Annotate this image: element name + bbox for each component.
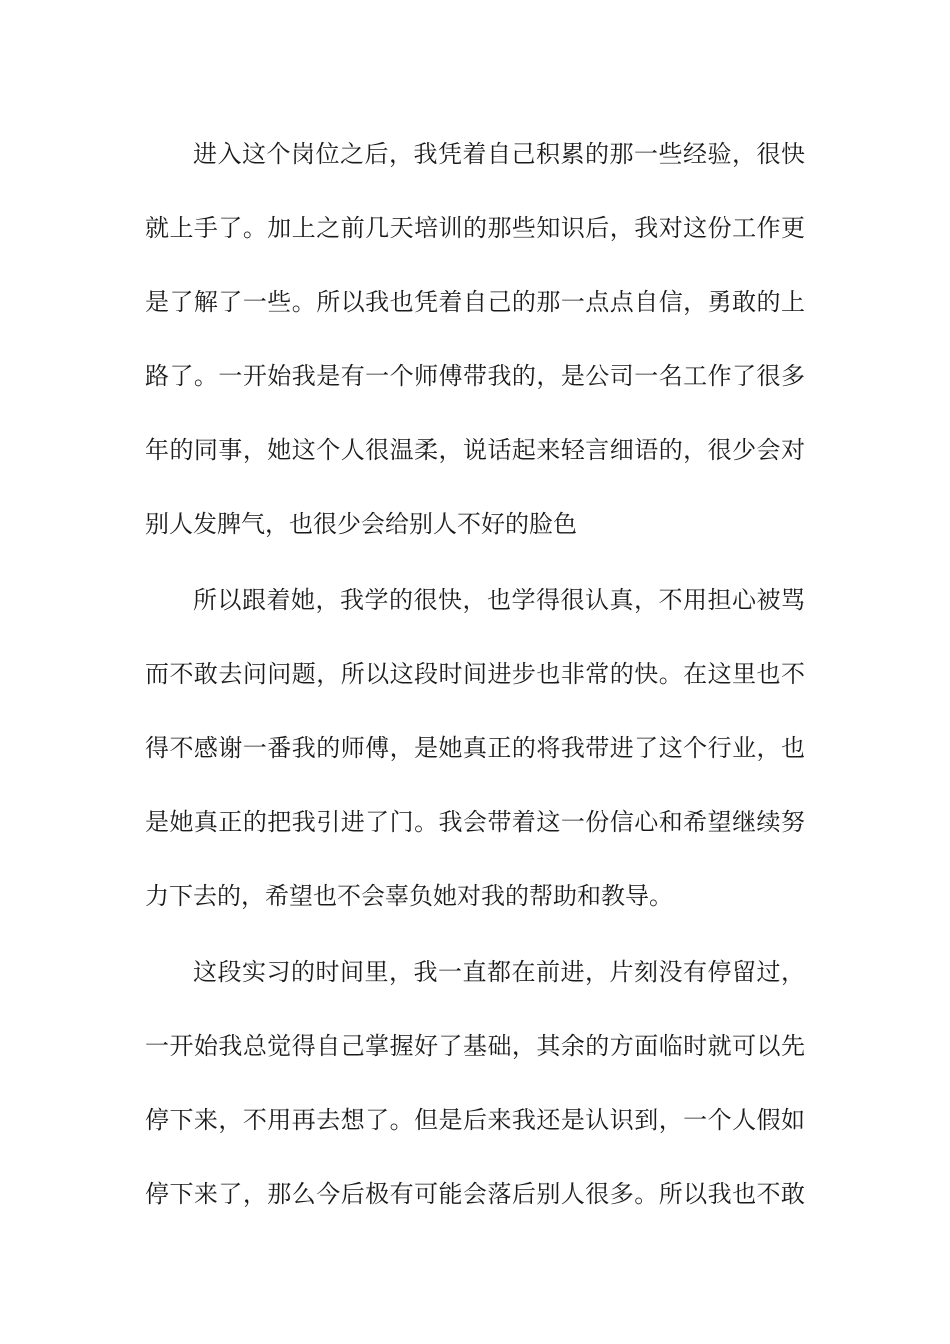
paragraph-2-line-3: 得不感谢一番我的师傅，是她真正的将我带进了这个行业，也 bbox=[145, 734, 805, 762]
paragraph-3-line-4: 停下来了，那么今后极有可能会落后别人很多。所以我也不敢 bbox=[145, 1180, 805, 1208]
paragraph-3-line-3: 停下来，不用再去想了。但是后来我还是认识到，一个人假如 bbox=[145, 1106, 805, 1134]
paragraph-2-line-4: 是她真正的把我引进了门。我会带着这一份信心和希望继续努 bbox=[145, 808, 805, 836]
paragraph-2-line-1: 所以跟着她，我学的很快，也学得很认真，不用担心被骂 bbox=[193, 586, 805, 614]
paragraph-1-line-4: 路了。一开始我是有一个师傅带我的，是公司一名工作了很多 bbox=[145, 362, 805, 390]
paragraph-1-line-5: 年的同事，她这个人很温柔，说话起来轻言细语的，很少会对 bbox=[145, 436, 805, 464]
paragraph-1-line-1: 进入这个岗位之后，我凭着自己积累的那一些经验，很快 bbox=[193, 140, 805, 168]
paragraph-1-line-6: 别人发脾气，也很少会给别人不好的脸色 bbox=[145, 510, 577, 538]
paragraph-2-line-2: 而不敢去问问题，所以这段时间进步也非常的快。在这里也不 bbox=[145, 660, 805, 688]
paragraph-3-line-1: 这段实习的时间里，我一直都在前进，片刻没有停留过， bbox=[193, 958, 805, 986]
paragraph-2-line-5: 力下去的，希望也不会辜负她对我的帮助和教导。 bbox=[145, 882, 673, 910]
paragraph-1-line-2: 就上手了。加上之前几天培训的那些知识后，我对这份工作更 bbox=[145, 214, 805, 242]
paragraph-1-line-3: 是了解了一些。所以我也凭着自己的那一点点自信，勇敢的上 bbox=[145, 288, 805, 316]
paragraph-3-line-2: 一开始我总觉得自己掌握好了基础，其余的方面临时就可以先 bbox=[145, 1032, 805, 1060]
